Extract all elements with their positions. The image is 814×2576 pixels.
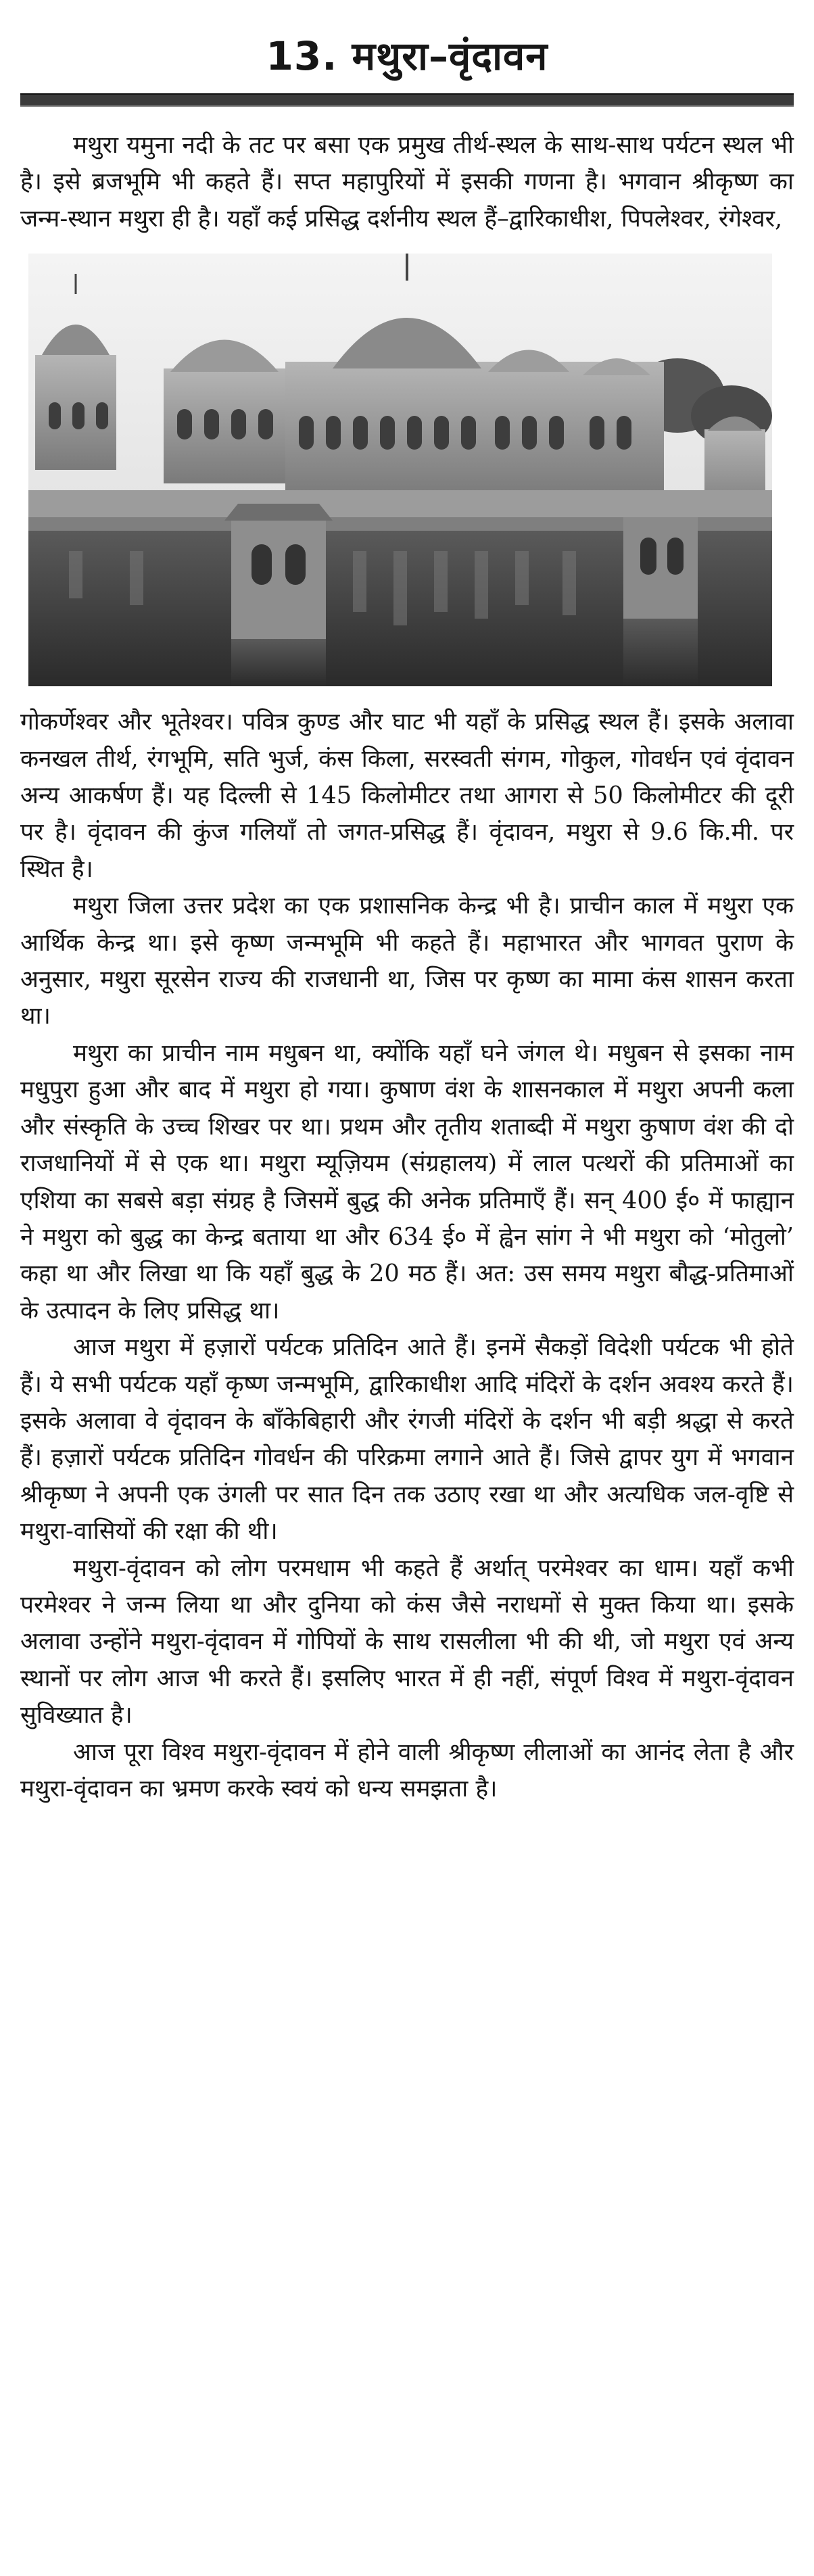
paragraph-intro-continued: गोकर्णेश्वर और भूतेश्वर। पवित्र कुण्ड और घाट भी यहाँ के प्रसिद्ध स्थल हैं। इसके अलावा कनखल तीर्थ, रंगभूमि, सति भुर्ज, कंस किला, सरस्वती संगम, गोकुल, गोवर्धन एवं वृंदावन अन्य आकर्षण हैं। यह दिल्ली से 145 किलोमीटर तथा आगरा से 50 किलोमीटर की दूरी पर है। वृंदावन की कुंज गलियाँ तो जगत-प्रसिद्ध हैं। वृंदावन, मथुरा से 9.6 कि.मी. पर स्थित है।	[20, 708, 794, 883]
paragraph-tourism: आज मथुरा में हज़ारों पर्यटक प्रतिदिन आते हैं। इनमें सैकड़ों विदेशी पर्यटक भी होते हैं। ये सभी पर्यटक यहाँ कृष्ण जन्मभूमि, द्वारिकाधीश आदि मंदिरों के दर्शन अवश्य करते हैं। इसके अलावा वे वृंदावन के बाँकेबिहारी और रंगजी मंदिरों के दर्शन भी बड़ी श्रद्धा से करते हैं। हज़ारों पर्यटक प्रतिदिन गोवर्धन की परिक्रमा लगाने आते हैं। जिसे द्वापर युग में भगवान श्रीकृष्ण ने अपनी एक उंगली पर सात दिन तक उठाए रखा था और अत्यधिक जल-वृष्टि से मथुरा-वासियों की रक्षा की थी।	[20, 1333, 794, 1546]
paragraph-administration: मथुरा जिला उत्तर प्रदेश का एक प्रशासनिक केन्द्र भी है। प्राचीन काल में मथुरा एक आर्थिक केन्द्र था। इसे कृष्ण जन्मभूमि भी कहते हैं। महाभारत और भागवत पुराण के अनुसार, मथुरा सूरसेन राज्य की राजधानी था, जिस पर कृष्ण का मामा कंस शासन करता था।	[20, 892, 794, 1030]
paragraph-intro: मथुरा यमुना नदी के तट पर बसा एक प्रमुख तीर्थ-स्थल के साथ-साथ पर्यटन स्थल भी है। इसे ब्रजभूमि भी कहते हैं। सप्त महापुरियों में इसकी गणना है। भगवान श्रीकृष्ण का जन्म-स्थान मथुरा ही है। यहाँ कई प्रसिद्ध दर्शनीय स्थल हैं–द्वारिकाधीश, पिपलेश्वर, रंगेश्वर,	[20, 131, 794, 233]
paragraph-conclusion: आज पूरा विश्व मथुरा-वृंदावन में होने वाली श्रीकृष्ण लीलाओं का आनंद लेता है और मथुरा-वृंदावन का भ्रमण करके स्वयं को धन्य समझता है।	[20, 1738, 794, 1803]
page-title: 13. मथुरा–वृंदावन	[266, 33, 548, 79]
title-underline	[20, 93, 794, 107]
paragraph-paramdham: मथुरा-वृंदावन को लोग परमधाम भी कहते हैं अर्थात् परमेश्वर का धाम। यहाँ कभी परमेश्वर ने जन्म लिया था और दुनिया को कंस जैसे नराधमों से मुक्त किया था। इसके अलावा उन्होंने मथुरा-वृंदावन में गोपियों के साथ रासलीला भी की थी, जो मथुरा एवं अन्य स्थानों पर लोग आज भी करते हैं। इसलिए भारत में ही नहीं, संपूर्ण विश्व में मथुरा-वृंदावन सुविख्यात है।	[20, 1554, 794, 1730]
paragraph-history: मथुरा का प्राचीन नाम मधुबन था, क्योंकि यहाँ घने जंगल थे। मधुबन से इसका नाम मधुपुरा हुआ और बाद में मथुरा हो गया। कुषाण वंश के शासनकाल में मथुरा अपनी कला और संस्कृति के उच्च शिखर पर था। प्रथम और तृतीय शताब्दी में मथुरा कुषाण वंश की दो राजधानियों में से एक था। मथुरा म्यूज़ियम (संग्रहालय) में लाल पत्थरों की प्रतिमाओं का एशिया का सबसे बड़ा संग्रह है जिसमें बुद्ध की अनेक प्रतिमाएँ हैं। सन् 400 ई० में फाह्यान ने मथुरा को बुद्ध का केन्द्र बताया था और 634 ई० में ह्वेन सांग ने भी मथुरा को ‘मोतुलो’ कहा था और लिखा था कि यहाँ बुद्ध के 20 मठ हैं। अत: उस समय मथुरा बौद्ध-प्रतिमाओं के उत्पादन के लिए प्रसिद्ध था।	[20, 1039, 794, 1325]
temple-ghat-photo	[28, 254, 772, 686]
